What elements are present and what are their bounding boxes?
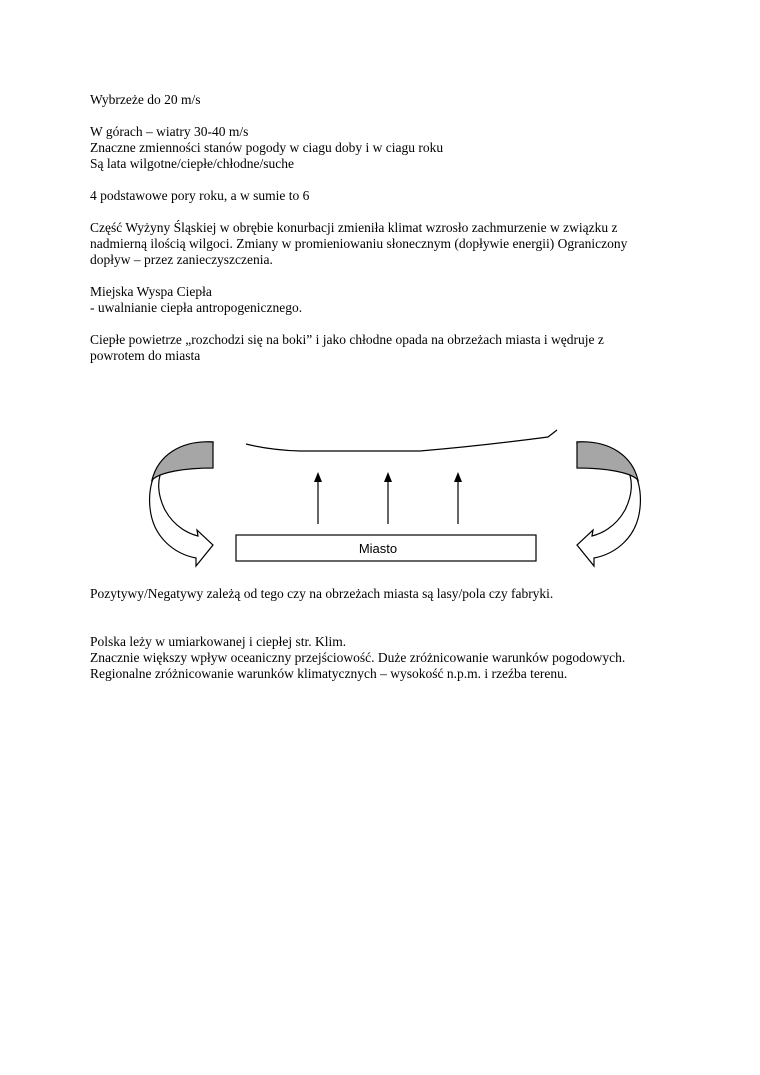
text-line: powrotem do miasta <box>90 348 201 363</box>
text-line: Znaczne zmienności stanów pogody w ciagu doby i w ciagu roku <box>90 140 444 155</box>
text-line: W górach – wiatry 30-40 m/s <box>90 124 249 139</box>
text-line: Ciepłe powietrze „rozchodzi się na boki” i jako chłodne opada na obrzeżach miasta i wędruje z <box>90 332 604 347</box>
left-circulation-arrow-icon <box>150 442 213 566</box>
text-line: Polska leży w umiarkowanej i ciepłej str. Klim. <box>90 634 347 649</box>
paragraph-heat-island <box>90 284 690 316</box>
text-line: Znacznie większy wpływ oceaniczny przejściowość. Duże zróżnicowanie warunków pogodowych. <box>90 650 626 665</box>
warm-air-dome-line <box>246 430 557 451</box>
paragraph-outskirts <box>90 586 690 602</box>
text-line: - uwalnianie ciepła antropogenicznego. <box>90 300 303 315</box>
text-line: Są lata wilgotne/ciepłe/chłodne/suche <box>90 156 294 171</box>
heat-island-diagram <box>0 420 760 570</box>
text-line: 4 podstawowe pory roku, a w sumie to 6 <box>90 188 310 203</box>
paragraph-silesian-upland <box>90 220 690 268</box>
paragraph-coast-wind <box>90 92 690 108</box>
text-line: nadmierną ilością wilgoci. Zmiany w promieniowaniu słonecznym (dopływie energii) Ograniczony <box>90 236 628 251</box>
upward-arrow-icon <box>314 472 322 524</box>
text-line: Miejska Wyspa Ciepła <box>90 284 212 299</box>
text-line: dopływ – przez zanieczyszczenia. <box>90 252 273 267</box>
text-line: Pozytywy/Negatywy zależą od tego czy na obrzeżach miasta są lasy/pola czy fabryki. <box>90 586 554 601</box>
right-circulation-arrow-icon <box>577 442 640 566</box>
paragraph-poland-climate <box>90 634 690 682</box>
paragraph-seasons <box>90 188 690 204</box>
city-label: Miasto <box>358 541 398 556</box>
text-line: Regionalne zróżnicowanie warunków klimatycznych – wysokość n.p.m. i rzeźba terenu. <box>90 666 568 681</box>
text-line: Wybrzeże do 20 m/s <box>90 92 201 107</box>
text-line: Część Wyżyny Śląskiej w obrębie konurbacji zmieniła klimat wzrosło zachmurzenie w związku z <box>90 220 618 235</box>
upward-arrow-icon <box>454 472 462 524</box>
upward-arrow-icon <box>384 472 392 524</box>
paragraph-warm-air <box>90 332 690 364</box>
paragraph-mountain-winds <box>90 124 690 172</box>
